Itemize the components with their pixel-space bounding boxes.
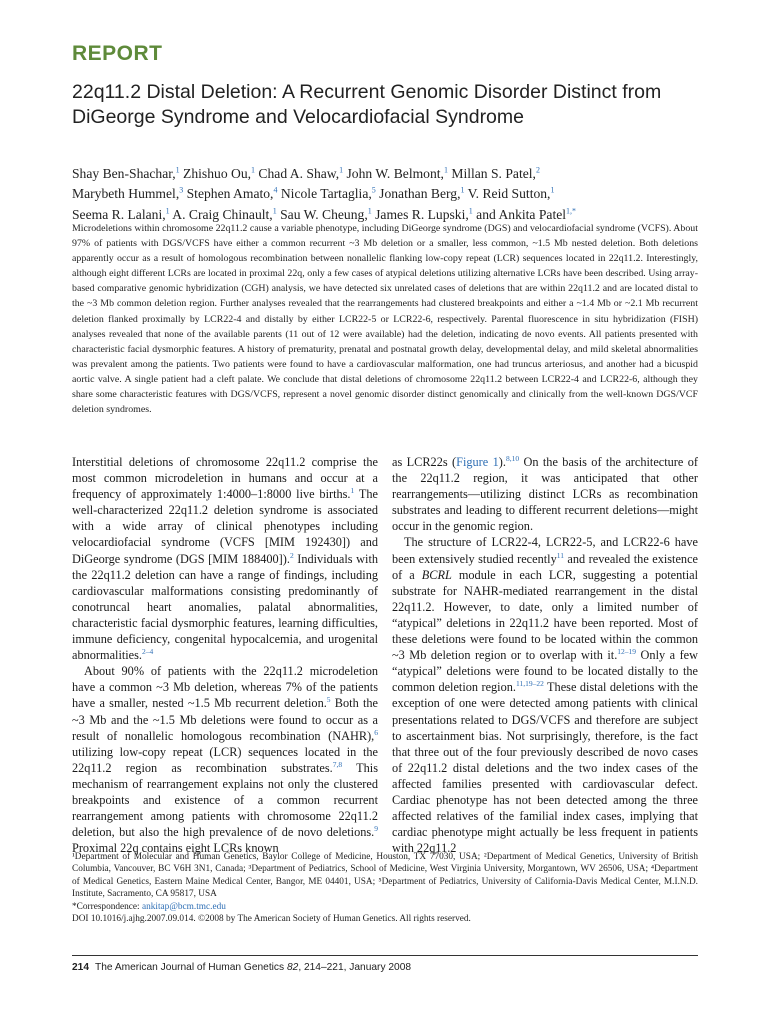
author: Shay Ben-Shachar,$^1$ [72, 165, 180, 181]
author: Millan S. Patel,$^2$ [447, 165, 540, 181]
author: Chad A. Shaw,$^1$ [255, 165, 344, 181]
citation-link[interactable]: 11 [556, 550, 564, 560]
body-paragraph: as LCR22s (Figure 1).$^{8,10}$ On the basis of the architecture of the 22q11.2 region, it was anticipated that other rearrangements—utilizing distinct LCRs as recombination substrates and leading to different recurrent deletions—might occur in the genomic region. [392, 453, 698, 534]
author: Marybeth Hummel,$^3$ [72, 185, 184, 202]
author: Seema R. Lalani,$^1$ [72, 206, 170, 223]
affiliations: ¹Department of Molecular and Human Genetics, Baylor College of Medicine, Houston, TX 77030, USA; ²Department of Medical Genetics, University of British Columbia, Vancouver, BC V6H 3N1, Canada; ³Department of Pediatrics, School of Medicine, West Virginia University, Morgantown, WV 26506, USA; ⁴Department of Medical Genetics, Eastern Maine Medical Center, Bangor, ME 04401, USA; ⁵Department of Pediatrics, University of California-Davis Medical Center, M.I.N.D. Institute, Sacramento, CA 95817, USA [72, 852, 698, 900]
citation-link[interactable]: 5 [326, 695, 331, 705]
citation-link[interactable]: 8,10 [505, 453, 520, 463]
figure-link[interactable]: Figure 1 [456, 455, 499, 469]
author: James R. Lupski,$^1$ [371, 206, 473, 223]
correspondence: *Correspondence: ankitap@bcm.tmc.edu [72, 901, 226, 912]
citation-link[interactable]: 2 [289, 550, 294, 560]
author: A. Craig Chinault,$^1$ [169, 206, 277, 223]
citation-link[interactable]: 7,8 [332, 759, 343, 769]
author: and Ankita Patel$^{1,*}$ [472, 206, 577, 223]
citation-link[interactable]: 12–19 [617, 647, 637, 657]
author: Zhishuo Ou,$^1$ [179, 165, 256, 181]
journal-footer: 214 The American Journal of Human Genetics 82, 214–221, January 2008 [72, 962, 412, 973]
citation-link[interactable]: 9 [374, 824, 378, 834]
author-list [72, 161, 712, 223]
abstract: Microdeletions within chromosome 22q11.2 cause a variable phenotype, including DiGeorge syndrome (DGS) and velocardiofacial syndrome (VCFS). About 97% of patients with DGS/VCFS have either a common recurrent ~3 Mb deletion or a smaller, less common, ~1.5 Mb nested deletion. Both deletions apparently occur as a result of homologous recombination between nonallelic flanking low-copy repeat (LCR) sequences located in 22q11.2. Interestingly, although eight different LCRs are located in proximal 22q, only a few cases of atypical deletions utilizing alternative LCRs have been described. Using array-based comparative genomic hybridization (CGH) analysis, we have detected six unrelated cases of deletions that are within 22q11.2 and are located distal to the ~3 Mb common deletion region. Further analyses revealed that the rearrangements had clustered breakpoints and either a ~1.4 Mb or ~2.1 Mb recurrent deletion flanked proximally by LCR22-4 and distally by either LCR22-5 or LCR22-6, respectively. Parental fluorescence in situ hybridization (FISH) analyses revealed that none of the available parents (11 out of 12 were available) had the deletion, indicating de novo events. All patients presented with characteristic facial dysmorphic features. A history of prematurity, prenatal and postnatal growth delay, developmental delay, and mild skeletal abnormalities was prevalent among the patients. Two patients were found to have a cardiovascular malformation, one had truncus arteriosus, and another had a bicuspid aortic valve. A single patient had a cleft palate. We conclude that distal deletions of chromosome 22q11.2 between LCR22-4 and LCR22-6, although they share some characteristic features with DGS/VCFS, represent a novel genomic disorder distinct genomically and clinically from the well-known DGS/VCF deletion syndromes. [72, 223, 698, 416]
citation-link[interactable]: 1 [350, 486, 355, 496]
body-column-left [72, 454, 378, 856]
author: Sau W. Cheung,$^1$ [276, 206, 372, 223]
citation-link[interactable]: 11,19–22 [515, 679, 544, 689]
page-number: 214 [72, 962, 89, 973]
author: Jonathan Berg,$^1$ [375, 185, 465, 202]
author: Stephen Amato,$^4$ [183, 185, 278, 202]
author: V. Reid Sutton,$^1$ [464, 185, 555, 202]
section-label: REPORT [72, 42, 163, 65]
correspondence-email-link[interactable]: ankitap@bcm.tmc.edu [141, 901, 226, 912]
body-column-right [392, 454, 698, 856]
footer-rule [72, 955, 698, 956]
article-title: 22q11.2 Distal Deletion: A Recurrent Genomic Disorder Distinct from DiGeorge Syndrome and Velocardiofacial Syndrome [72, 81, 662, 128]
body-paragraph: Interstitial deletions of chromosome 22q11.2 comprise the most common microdeletion in humans and occur at a frequency of approximately 1:4000–1:8000 live births.$^1$ The well-characterized 22q11.2 deletion syndrome is associated with a wide array of clinical phenotypes including velocardiofacial syndrome (VCFS [MIM 192430]) and DiGeorge syndrome (DGS [MIM 188400]).$^2$ Individuals with the 22q11.2 deletion can have a range of findings, including cardiovascular malformations consisting predominantly of conotruncal heart anomalies, palatal abnormalities, characteristic facial dysmorphic features, learning difficulties, immune deficiency, congenital hypocalcemia, and urogenital abnormalities.$^{2-4}$ [72, 455, 379, 663]
volume-number: 82 [286, 962, 299, 973]
author: Nicole Tartaglia,$^5$ [277, 185, 376, 202]
citation-link[interactable]: 6 [374, 727, 378, 737]
body-paragraph: About 90% of patients with the 22q11.2 microdeletion have a common ~3 Mb deletion, whereas 7% of the patients have a smaller, nested ~1.5 Mb recurrent deletion.$^5$ Both the ~3 Mb and the ~1.5 Mb deletions were found to occur as a result of nonallelic homologous recombination (NAHR),$^6$ utilizing low-copy repeat (LCR) sequences located in the 22q11.2 region as recombination substrates.$^{7,8}$ This mechanism of rearrangement explains not only the clustered breakpoints and existence of a common recurrent rearrangement among patients with chromosome 22q11.2 deletion, but also the high prevalence of de novo deletions.$^9$ Proximal 22q contains eight LCRs known [72, 664, 379, 856]
citation-link[interactable]: 2–4 [142, 647, 154, 657]
footnotes [72, 851, 698, 925]
author: John W. Belmont,$^1$ [343, 165, 448, 181]
body-paragraph: The structure of LCR22-4, LCR22-5, and LCR22-6 have been extensively studied recently$^{11}$ and revealed the existence of a BCRL module in each LCR, suggesting a potential substrate for NAHR-mediated rearrangement in the distal 22q11.2. However, to date, only a limited number of “atypical” deletions in 22q11.2 have been reported. Most of these deletions were found to be located within the common ~3 Mb deletion region or to overlap with it.$^{12-19}$ Only a few “atypical” deletions were found to be located distally to the common deletion region.$^{11,19-22}$ These distal deletions with the exception of one were detected among patients with clinical presentations related to DGS/VCFS and therefore are subject to ascertainment bias. Not surprisingly, therefore, is the fact that three out of the four previously described de novo cases of 22q11.2 distal deletions and the two index cases of the affected families presented with cardiovascular defect. Cardiac phenotype has not been detected among the three affected relatives of the familial index cases, implying that cardiac phenotype might actually be less frequent in patients with 22q11.2 [392, 535, 699, 856]
doi-line: DOI 10.1016/j.ajhg.2007.09.014. ©2008 by The American Society of Human Genetics. All rights reserved. [72, 914, 471, 925]
